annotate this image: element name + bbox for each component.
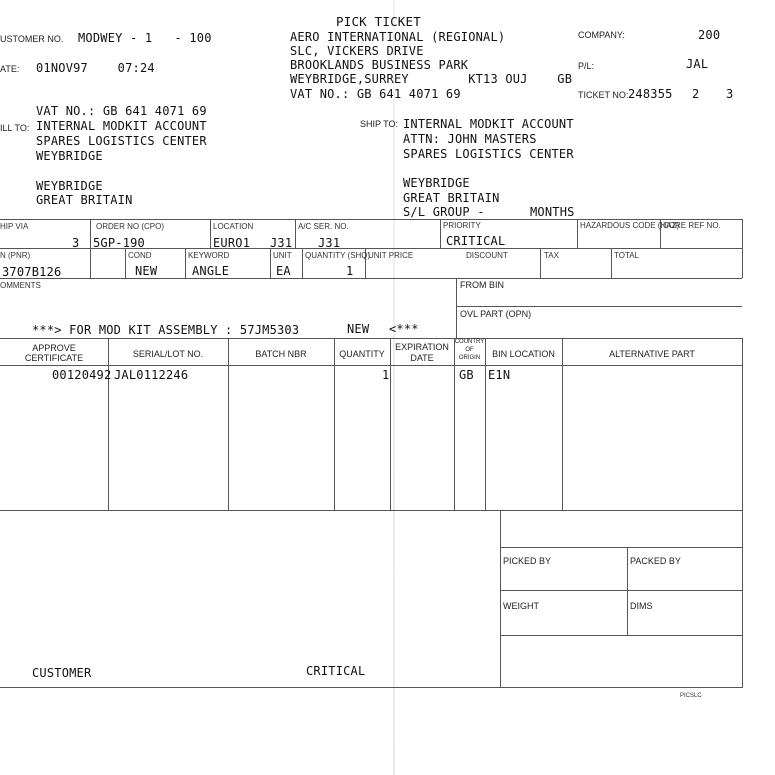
sl-group-label: S/L GROUP - (403, 205, 485, 219)
ship-to-line-2: ATTN: JOHN MASTERS (403, 132, 537, 146)
company-address-line-3: BROOKLANDS BUSINESS PARK (290, 58, 469, 72)
ship-to-label: SHIP TO: (360, 119, 399, 129)
divider-line (0, 278, 742, 279)
core-ref-no-label: CORE REF NO. (663, 221, 721, 230)
divider-line (185, 248, 186, 278)
country-of-origin-header: COUNTRY OF ORIGIN (454, 339, 485, 361)
unit-price-label: UNIT PRICE (368, 251, 414, 260)
expiration-date-header: EXPIRATION DATE (395, 342, 449, 363)
company-value: 200 (698, 28, 721, 42)
divider-line (500, 590, 742, 591)
bill-to-line-3: WEYBRIDGE (36, 149, 103, 163)
customer-no-value: MODWEY - 1 - 100 (78, 31, 212, 45)
divider-line (302, 248, 303, 278)
divider-line (500, 510, 501, 687)
divider-line (0, 365, 742, 366)
divider-line (90, 219, 91, 278)
packed-by-label: PACKED BY (630, 556, 681, 566)
alternative-part-header: ALTERNATIVE PART (609, 349, 695, 359)
divider-line (454, 338, 455, 510)
divider-line (456, 278, 457, 338)
divider-line (125, 248, 126, 278)
divider-line (0, 510, 742, 511)
comment-new: NEW (347, 322, 370, 336)
ac-ser-no-label: A/C SER. NO. (298, 222, 349, 231)
ship-to-city: WEYBRIDGE (403, 176, 470, 190)
part-number-value: 3707B126 (2, 265, 62, 279)
unit-label: UNIT (273, 251, 292, 260)
bill-to-label: ILL TO: (0, 123, 30, 133)
date-value: 01NOV97 07:24 (36, 61, 155, 75)
weight-label: WEIGHT (503, 601, 539, 611)
unit-value: EA (276, 264, 291, 278)
from-bin-label: FROM BIN (460, 280, 504, 290)
pl-label: P/L: (578, 61, 595, 71)
priority-label: PRIORITY (443, 221, 481, 230)
ship-to-line-3: SPARES LOGISTICS CENTER (403, 147, 574, 161)
divider-line (108, 338, 109, 510)
company-address-line-1: AERO INTERNATIONAL (REGIONAL) (290, 30, 506, 44)
divider-line (577, 219, 578, 248)
company-label: COMPANY: (578, 30, 625, 40)
company-address-line-2: SLC, VICKERS DRIVE (290, 44, 424, 58)
bin-location-value: E1N (488, 368, 511, 382)
ac-ser-no-value: J31 (318, 236, 341, 250)
divider-line (611, 248, 612, 278)
divider-line (228, 338, 229, 510)
hazardous-code-label: HAZARDOUS CODE (HAZ) (580, 221, 680, 230)
location-value: EURO1 (213, 236, 251, 250)
ticket-no-part-a: 2 (692, 87, 700, 101)
paper-fold (393, 0, 395, 775)
divider-line (562, 338, 563, 510)
item-quantity-value: 1 (382, 368, 390, 382)
keyword-value: ANGLE (192, 264, 230, 278)
dims-label: DIMS (630, 601, 653, 611)
bin-location-header: BIN LOCATION (492, 349, 555, 359)
pl-value: JAL (686, 57, 709, 71)
divider-line (0, 219, 742, 220)
order-no-label: ORDER NO (CPO) (96, 222, 164, 231)
ovl-part-label: OVL PART (OPN) (460, 309, 532, 319)
divider-line (270, 248, 271, 278)
bill-to-line-1: INTERNAL MODKIT ACCOUNT (36, 119, 207, 133)
divider-line (627, 547, 628, 635)
divider-line (210, 219, 211, 248)
country-of-origin-value: GB (459, 368, 474, 382)
comments-label: OMMENTS (0, 281, 41, 290)
divider-line (742, 338, 743, 688)
divider-line (0, 687, 742, 688)
divider-line (742, 219, 743, 278)
order-no-value: 5GP-190 (93, 236, 145, 250)
divider-line (485, 338, 486, 510)
ticket-no-value: 248355 (628, 87, 673, 101)
discount-label: DISCOUNT (466, 251, 508, 260)
serial-lot-no-value: JAL0112246 (114, 368, 189, 382)
ticket-no-part-b: 3 (726, 87, 734, 101)
form-code: PICSLC (680, 693, 702, 699)
bill-to-country: GREAT BRITAIN (36, 193, 133, 207)
company-address-line-4: WEYBRIDGE,SURREY KT13 OUJ GB (290, 72, 573, 86)
batch-nbr-header: BATCH NBR (255, 349, 307, 359)
divider-line (456, 306, 742, 307)
quantity-shq-value: 1 (346, 264, 354, 278)
keyword-label: KEYWORD (188, 251, 230, 260)
divider-line (295, 219, 296, 248)
serial-lot-no-header: SERIAL/LOT NO. (132, 349, 204, 359)
footer-customer: CUSTOMER (32, 666, 92, 680)
priority-value: CRITICAL (446, 234, 506, 248)
divider-line (440, 219, 441, 248)
date-label: ATE: (0, 64, 20, 74)
ticket-no-label: TICKET NO: (578, 90, 629, 100)
location-code-value: J31 (270, 236, 293, 250)
location-label: LOCATION (213, 222, 254, 231)
cond-label: COND (128, 251, 152, 260)
quantity-shq-label: QUANTITY (SHQ) (305, 251, 371, 260)
divider-line (500, 547, 742, 548)
comment-text: ***> FOR MOD KIT ASSEMBLY : 57JM5303 (32, 323, 300, 337)
footer-critical: CRITICAL (306, 664, 366, 678)
ship-to-country: GREAT BRITAIN (403, 191, 500, 205)
document-title: PICK TICKET (336, 14, 421, 29)
part-number-label: N (PNR) (0, 251, 31, 260)
ship-to-line-1: INTERNAL MODKIT ACCOUNT (403, 117, 574, 131)
customer-no-label: USTOMER NO. (0, 34, 64, 44)
ship-via-label: HIP VIA (0, 222, 29, 231)
divider-line (540, 248, 541, 278)
picked-by-label: PICKED BY (503, 556, 552, 566)
bill-to-vat: VAT NO.: GB 641 4071 69 (36, 104, 207, 118)
approve-certificate-value: 00120492 (52, 368, 112, 382)
bill-to-line-2: SPARES LOGISTICS CENTER (36, 134, 207, 148)
sl-group-months: MONTHS (530, 205, 575, 219)
bill-to-city: WEYBRIDGE (36, 179, 103, 193)
divider-line (334, 338, 335, 510)
approve-certificate-header: APPROVE CERTIFICATE (24, 343, 84, 363)
quantity-header: QUANTITY (339, 349, 385, 359)
divider-line (500, 635, 742, 636)
divider-line (0, 338, 742, 339)
ship-via-value: 3 (72, 236, 80, 250)
total-label: TOTAL (614, 251, 640, 260)
tax-label: TAX (544, 251, 559, 260)
cond-value: NEW (135, 264, 158, 278)
comment-tail: <*** (389, 322, 419, 336)
company-vat: VAT NO.: GB 641 4071 69 (290, 87, 461, 101)
